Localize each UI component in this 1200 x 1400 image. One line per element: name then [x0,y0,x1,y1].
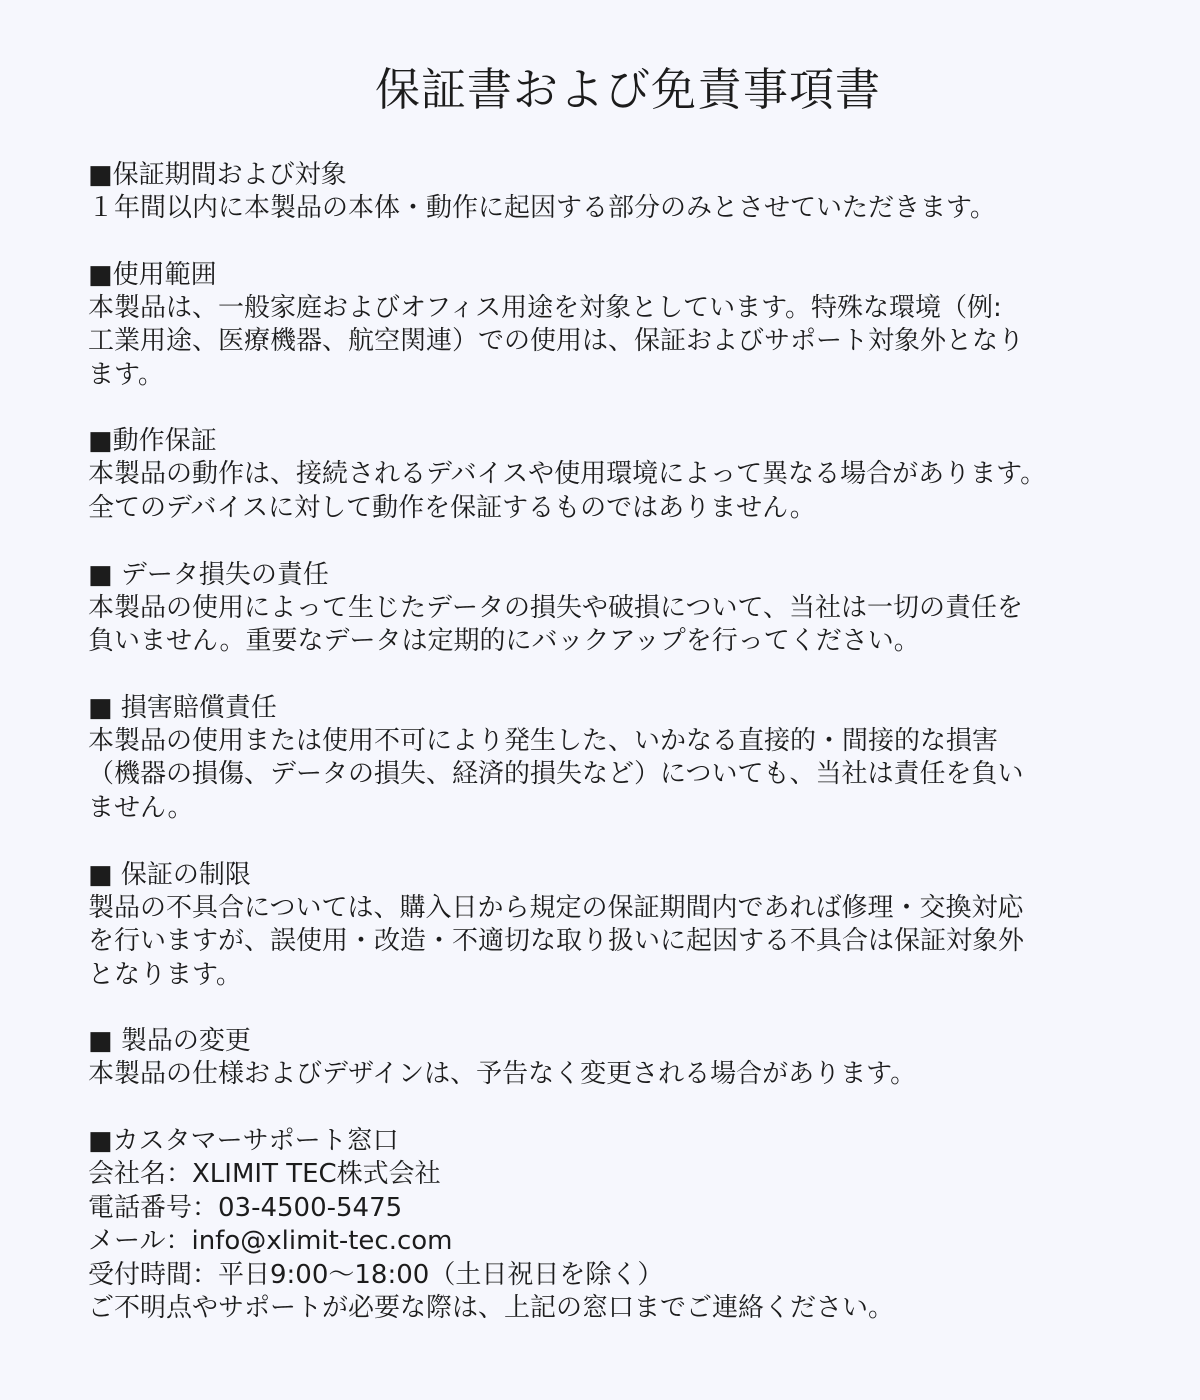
section-heading: ■カスタマーサポート窓口 [88,1125,399,1156]
section-data-loss-liability [88,558,1128,659]
section-text-line: １年間以内に本製品の本体・動作に起因する部分のみとさせていただきます。 [88,193,996,223]
section-text-line: ません。 [88,792,194,823]
email-line: メール：info@xlimit-tec.com [88,1226,453,1257]
section-text-line: を行いますが、誤使用・改造・不適切な取り扱いに起因する不具合は保証対象外 [88,926,1025,957]
business-hours-line: 受付時間：平日9:00～18:00（土日祝日を除く） [88,1259,664,1290]
section-heading: ■ 製品の変更 [88,1026,251,1057]
section-text-line: 負いません。重要なデータは定期的にバックアップを行ってください。 [88,626,920,657]
section-text-line: 全てのデバイスに対して動作を保証するものではありません。 [88,492,816,523]
section-damages-liability [88,691,1128,826]
section-heading: ■使用範囲 [88,259,217,290]
section-text-line: （機器の損傷、データの損失、経済的損失など）についても、当社は責任を負い [88,759,1024,790]
section-operation-guarantee [88,424,1128,525]
section-text-line: 工業用途、医療機器、航空関連）での使用は、保証およびサポート対象外となり [88,326,1025,357]
phone-number-line: 電話番号：03-4500-5475 [88,1192,403,1223]
document-body [88,158,1128,1358]
section-heading: ■保証期間および対象 [88,160,347,190]
section-heading: ■ データ損失の責任 [88,559,329,590]
section-customer-support [88,1124,1128,1326]
company-name-line: 会社名：XLIMIT TEC株式会社 [88,1158,441,1189]
contact-note-line: ご不明点やサポートが必要な際は、上記の窓口までご連絡ください。 [88,1293,895,1324]
section-heading: ■ 保証の制限 [88,859,251,890]
section-text-line: 製品の不具合については、購入日から規定の保証期間内であれば修理・交換対応 [88,892,1024,923]
section-heading: ■動作保証 [88,426,217,457]
section-heading: ■ 損害賠償責任 [88,692,277,723]
section-text-line: ます。 [88,359,164,390]
section-text-line: となります。 [88,959,242,990]
section-text-line: 本製品の使用または使用不可により発生した、いかなる直接的・間接的な損害 [88,725,999,756]
section-warranty-period [88,158,1128,226]
section-usage-scope [88,258,1128,393]
section-text-line: 本製品の使用によって生じたデータの損失や破損について、当社は一切の責任を [88,592,1023,623]
section-text-line: 本製品の仕様およびデザインは、予告なく変更される場合があります。 [88,1059,917,1090]
section-product-changes [88,1024,1128,1092]
section-warranty-limits [88,858,1128,993]
section-text-line: 本製品の動作は、接続されるデバイスや使用環境によって異なる場合があります。 [88,459,1047,490]
document-title: 保証書および免責事項書 [374,63,881,116]
section-text-line: 本製品は、一般家庭およびオフィス用途を対象としています。特殊な環境（例: [88,292,1002,323]
